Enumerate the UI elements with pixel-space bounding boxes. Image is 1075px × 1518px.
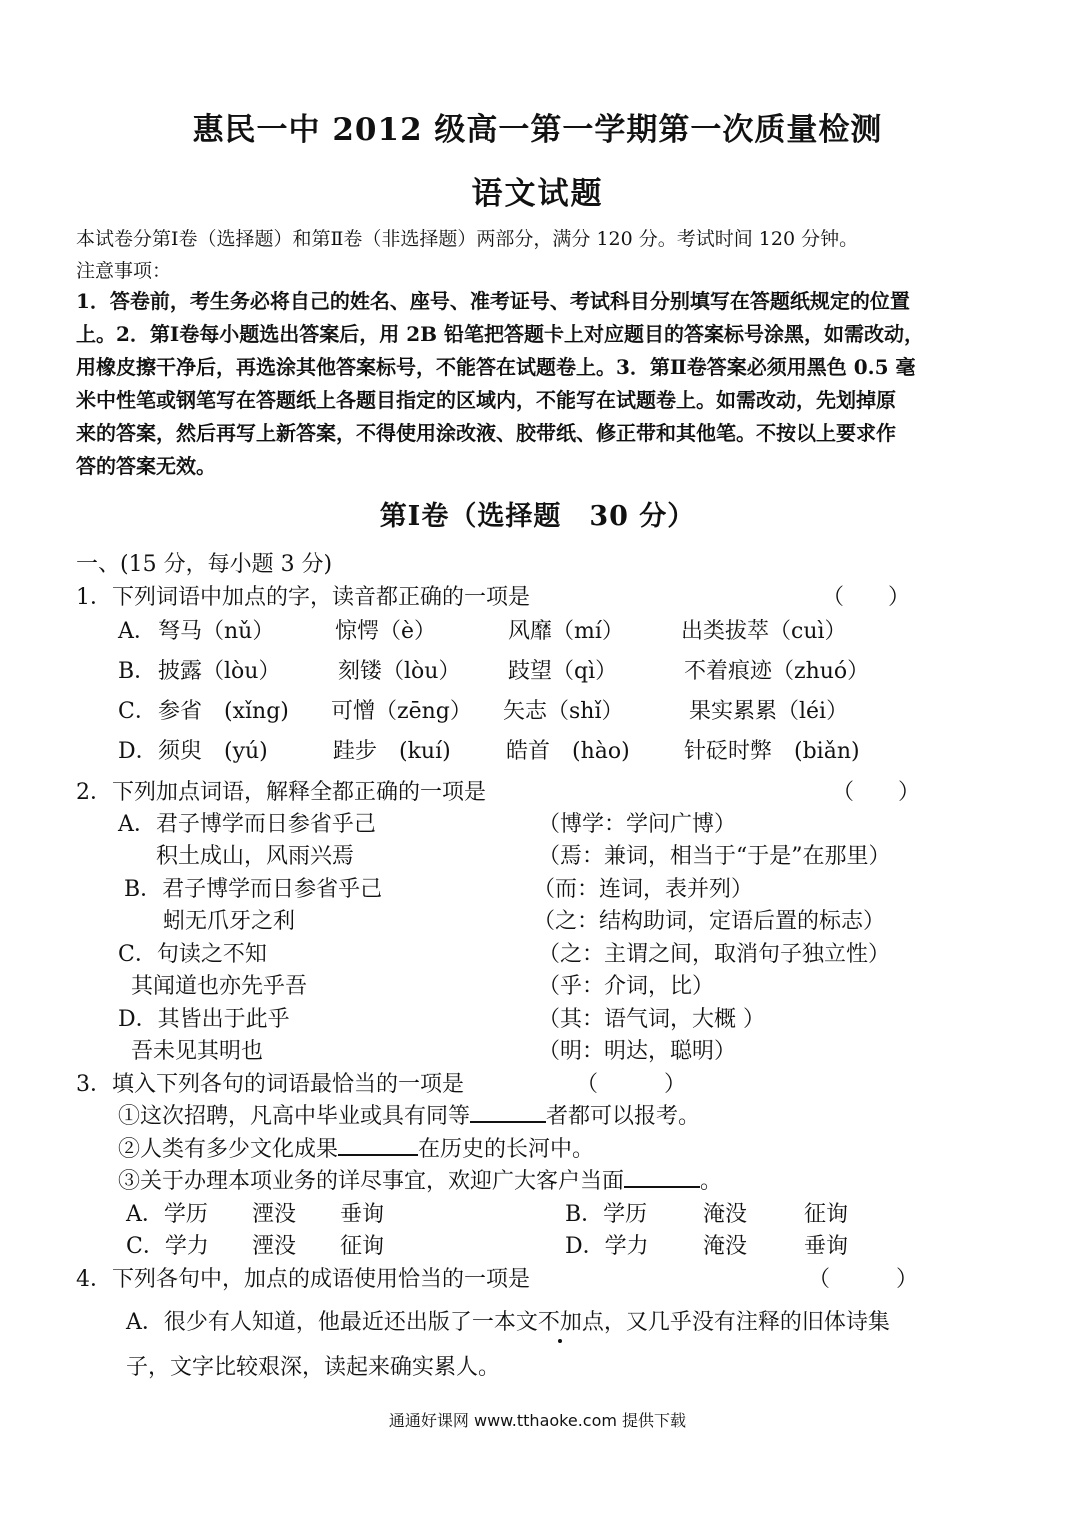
q3-option-word: 征询 — [340, 1234, 385, 1259]
q4-option-a-line1 — [126, 1305, 890, 1336]
q2-option-gloss: （焉：兼词，相当于“于是”在那里） — [538, 844, 891, 869]
notice-line-4: 米中性笔或钢笔写在答题纸上各题目指定的区域内，不能写在试题卷上。如需改动，先划掉原 — [76, 388, 896, 412]
q3-sentence-2-start: ②人类有多少文化成果 — [118, 1137, 339, 1162]
q3-sentence-1-start: ①这次招聘，凡高中毕业或具有同等 — [118, 1104, 471, 1129]
q2-option-gloss: （乎：介词，比） — [538, 974, 715, 999]
q1-option-label: D． — [118, 739, 158, 764]
q3-option-a: A．学历 — [126, 1202, 208, 1227]
q3-option-word: 淹没 — [703, 1234, 748, 1259]
q1-option-word: 可憎（zēng） — [331, 699, 472, 724]
fill-blank — [470, 1099, 546, 1123]
q1-option-word: 弩马（nǔ） — [158, 619, 275, 644]
q2-option-sentence: D．其皆出于此乎 — [118, 1007, 290, 1032]
q3-option-c: C．学力 — [126, 1234, 209, 1259]
fill-blank — [624, 1164, 700, 1188]
footer-source: 通通好课网 www.tthaoke.com 提供下载 — [388, 1411, 687, 1430]
q1-option-word: 果实累累（léi） — [689, 699, 849, 724]
q4-stem: 4．下列各句中，加点的成语使用恰当的一项是 — [76, 1267, 530, 1292]
q1-answer-bracket: （ ） — [822, 585, 911, 610]
q2-option-gloss: （其：语气词，大概 ） — [538, 1007, 765, 1032]
q1-option-word: 不着痕迹（zhuó） — [684, 659, 870, 684]
q3-option-word: 征询 — [804, 1202, 849, 1227]
q2-answer-bracket: （ ） — [832, 780, 921, 805]
q1-option-word: 刻镂（lòu） — [338, 659, 461, 684]
q3-option-word: 垂询 — [340, 1202, 385, 1227]
part-heading: 一、(15 分，每小题 3 分) — [76, 552, 333, 577]
notice-label: 注意事项： — [76, 260, 172, 282]
q1-option-word: 惊愕（è） — [335, 619, 437, 644]
q3-sentence-3 — [118, 1164, 722, 1195]
q1-option-word: 跂望（qì） — [508, 659, 618, 684]
q3-answer-bracket: （ ） — [576, 1072, 687, 1097]
q1-option-label: B． — [118, 659, 157, 684]
q2-option-sentence: B．君子博学而日参省乎己 — [124, 877, 383, 902]
exam-title: 惠民一中 2012 级高一第一学期第一次质量检测 — [192, 112, 883, 148]
q2-option-sentence: 吾未见其明也 — [131, 1039, 264, 1064]
q4-answer-bracket: （ ） — [808, 1267, 919, 1292]
q3-sentence-3-end: 。 — [700, 1169, 723, 1194]
q1-stem: 1．下列词语中加点的字，读音都正确的一项是 — [76, 585, 530, 610]
q3-option-d: D．学力 — [565, 1234, 649, 1259]
q1-option-word: 皓首 (hào) — [506, 739, 630, 764]
q3-sentence-2 — [118, 1132, 594, 1163]
q2-option-sentence: A．君子博学而日参省乎己 — [118, 812, 376, 837]
q3-option-b: B．学历 — [565, 1202, 648, 1227]
q2-option-gloss: （而：连词，表并列） — [533, 877, 754, 902]
q2-option-gloss: （明：明达，聪明） — [538, 1039, 737, 1064]
q1-option-label: A． — [118, 619, 156, 644]
q3-sentence-1-end: 者都可以报考。 — [546, 1104, 701, 1129]
intro-line: 本试卷分第Ⅰ卷（选择题）和第Ⅱ卷（非选择题）两部分，满分 120 分。考试时间 120 分钟。 — [76, 228, 859, 250]
q1-option-word: 参省 (xǐng) — [158, 699, 289, 724]
q3-stem: 3．填入下列各句的词语最恰当的一项是 — [76, 1072, 464, 1097]
q3-option-word: 湮没 — [252, 1234, 297, 1259]
q2-option-gloss: （之：主谓之间，取消句子独立性） — [538, 942, 891, 967]
q3-sentence-3-start: ③关于办理本项业务的详尽事宜，欢迎广大客户当面 — [118, 1169, 625, 1194]
q2-option-sentence: 其闻道也亦先乎吾 — [131, 974, 308, 999]
q3-option-word: 淹没 — [703, 1202, 748, 1227]
notice-line-6: 答的答案无效。 — [76, 454, 216, 478]
exam-subtitle: 语文试题 — [471, 176, 604, 212]
q3-option-word: 湮没 — [252, 1202, 297, 1227]
q1-option-word: 风靡（mí） — [508, 619, 624, 644]
q4-option-a-text-start: A．很少有人知道，他最近还出版了一本 — [126, 1310, 516, 1335]
notice-line-2: 上。2．第Ⅰ卷每小题选出答案后，用 2B 铅笔把答题卡上对应题目的答案标号涂黑，如需改动， — [76, 322, 925, 346]
q2-option-gloss: （博学：学问广博） — [538, 812, 737, 837]
q1-option-word: 披露（lòu） — [158, 659, 281, 684]
q1-option-word: 矢志（shǐ） — [503, 699, 624, 724]
q3-option-word: 垂询 — [804, 1234, 849, 1259]
notice-line-5: 来的答案，然后再写上新答案，不得使用涂改液、胶带纸、修正带和其他笔。不按以上要求作 — [76, 421, 896, 445]
q1-option-label: C． — [118, 699, 157, 724]
q1-option-word: 跬步 (kuí) — [333, 739, 451, 764]
q1-option-word: 针砭时弊 (biǎn) — [684, 739, 860, 764]
q2-option-sentence: 蚓无爪牙之利 — [163, 909, 296, 934]
q2-option-sentence: 积土成山，风雨兴焉 — [156, 844, 355, 869]
notice-line-3: 用橡皮擦干净后，再选涂其他答案标号，不能答在试题卷上。3．第Ⅱ卷答案必须用黑色 0.5 毫 — [76, 355, 916, 379]
q2-option-gloss: （之：结构助词，定语后置的标志） — [533, 909, 886, 934]
q4-option-a-line2: 子，文字比较艰深，读起来确实累人。 — [126, 1355, 501, 1380]
notice-line-1: 1．答卷前，考生务必将自己的姓名、座号、准考证号、考试科目分别填写在答题纸规定的位置 — [76, 289, 910, 313]
q1-option-word: 出类拔萃（cuì） — [681, 619, 847, 644]
q1-option-word: 须臾 (yú) — [158, 739, 268, 764]
q2-option-sentence: C．句读之不知 — [118, 942, 267, 967]
q3-sentence-2-end: 在历史的长河中。 — [418, 1137, 595, 1162]
section-title: 第Ⅰ卷（选择题 30 分） — [379, 501, 696, 532]
q2-stem: 2．下列加点词语，解释全都正确的一项是 — [76, 780, 486, 805]
fill-blank — [338, 1132, 418, 1156]
q4-dotted-idiom: 文不加点 — [516, 1305, 604, 1336]
q3-sentence-1 — [118, 1099, 700, 1130]
q4-option-a-text-end: ，又几乎没有注释的旧体诗集 — [603, 1310, 890, 1335]
